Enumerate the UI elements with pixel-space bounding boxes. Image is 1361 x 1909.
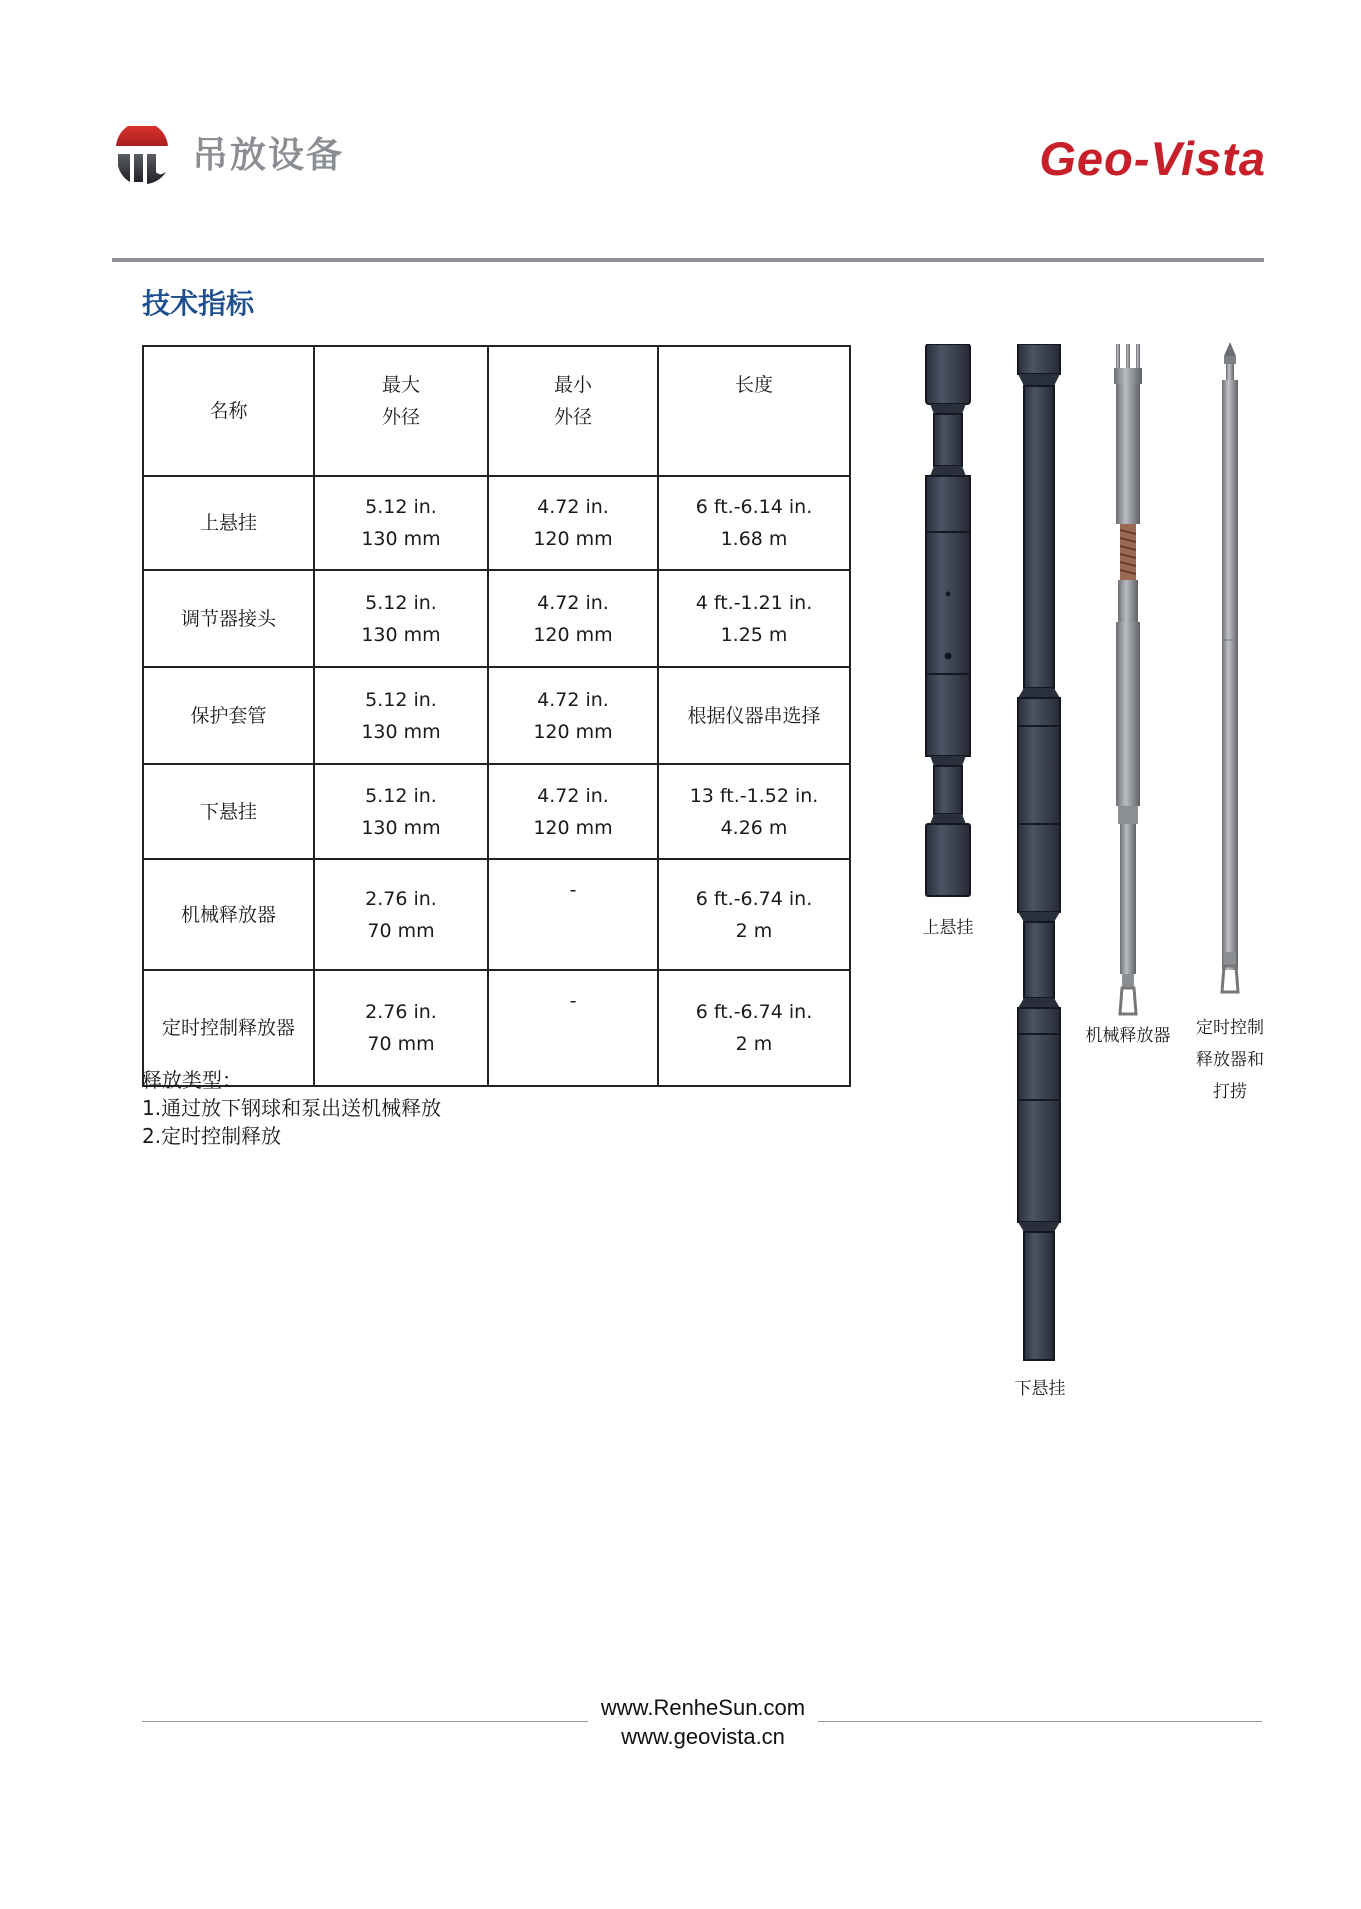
release-type-notes xyxy=(142,1066,441,1150)
cell-text: 4.72 in. xyxy=(537,591,609,614)
cell-text: 1.68 m xyxy=(720,528,788,550)
tl-logo-icon xyxy=(112,126,172,186)
cell-name xyxy=(143,859,314,970)
cell-text: 6 ft.-6.74 in. xyxy=(695,1001,813,1023)
cell-text: 5.12 in. xyxy=(365,591,437,614)
cell-text: 4.26 m xyxy=(720,816,788,839)
cell-text: 70 mm xyxy=(367,919,435,942)
cell-length xyxy=(658,859,850,970)
upper-hanger-image xyxy=(924,344,972,898)
cell-text: 5.12 in. xyxy=(365,688,437,711)
cell-length xyxy=(658,970,850,1086)
table-header-row xyxy=(143,346,850,476)
cell-name xyxy=(143,476,314,570)
table-row xyxy=(143,476,850,570)
header-text: 最小 xyxy=(553,374,592,396)
notes-item: 1.通过放下钢球和泵出送机械释放 xyxy=(142,1096,442,1120)
header-text: 长度 xyxy=(734,374,773,396)
cell-text: 定时控制释放器 xyxy=(161,1017,295,1039)
cell-text: 上悬挂 xyxy=(199,512,257,534)
cell-name xyxy=(143,667,314,764)
cell-text: 13 ft.-1.52 in. xyxy=(689,784,819,807)
section-title: 技术指标 xyxy=(142,287,255,320)
cell-text: 根据仪器串选择 xyxy=(687,704,821,727)
brand-logo: Geo-Vista xyxy=(1039,132,1266,185)
footer-divider-left xyxy=(142,1721,588,1722)
mechanical-release-image xyxy=(1108,342,1148,1022)
table-row xyxy=(143,764,850,859)
cell-text: - xyxy=(569,879,577,901)
cell-text: 6 ft.-6.14 in. xyxy=(695,496,813,518)
table-header-cell xyxy=(143,346,314,476)
cell-text: 5.12 in. xyxy=(365,784,437,807)
cell-length xyxy=(658,667,850,764)
header-divider xyxy=(112,258,1264,262)
cell-text: 130 mm xyxy=(361,623,441,646)
header-text: 外径 xyxy=(553,406,592,428)
cell-text: 2 m xyxy=(735,1033,773,1055)
cell-text: 2 m xyxy=(735,919,773,942)
cell-text: 1.25 m xyxy=(720,623,788,646)
footer-website-link[interactable]: www.RenheSun.com xyxy=(600,1695,806,1720)
table-header-cell xyxy=(658,346,850,476)
cell-text: 下悬挂 xyxy=(199,800,257,823)
cell-text: 120 mm xyxy=(533,528,613,550)
notes-item: 2.定时控制释放 xyxy=(142,1124,282,1148)
timed-release-image xyxy=(1212,340,1248,1000)
lower-hanger-image xyxy=(1016,344,1062,1362)
cell-text: 130 mm xyxy=(361,720,441,743)
header-title: 吊放设备 xyxy=(192,135,345,176)
cell-min xyxy=(488,764,658,859)
cell-length xyxy=(658,764,850,859)
cell-text: 70 mm xyxy=(367,1033,435,1055)
cell-name xyxy=(143,764,314,859)
cell-min xyxy=(488,970,658,1086)
cell-max xyxy=(314,859,488,970)
cell-name xyxy=(143,570,314,667)
cell-text: 2.76 in. xyxy=(365,887,437,910)
cell-length xyxy=(658,570,850,667)
notes-title: 释放类型： xyxy=(142,1068,242,1092)
table-row xyxy=(143,859,850,970)
cell-text: - xyxy=(569,990,577,1012)
lower-hanger-caption: 下悬挂 xyxy=(1014,1379,1066,1399)
spec-table xyxy=(142,345,851,1087)
cell-max xyxy=(314,570,488,667)
cell-text: 5.12 in. xyxy=(365,496,437,518)
cell-min xyxy=(488,476,658,570)
cell-text: 机械释放器 xyxy=(180,903,276,926)
cell-text: 调节器接头 xyxy=(180,607,276,630)
cell-max xyxy=(314,476,488,570)
upper-hanger-caption: 上悬挂 xyxy=(922,918,974,938)
cell-text: 120 mm xyxy=(533,720,613,743)
cell-max xyxy=(314,764,488,859)
caption-line: 打捞 xyxy=(1213,1082,1247,1102)
table-row xyxy=(143,570,850,667)
table-header-cell xyxy=(314,346,488,476)
cell-min xyxy=(488,859,658,970)
cell-text: 130 mm xyxy=(361,528,441,550)
cell-text: 130 mm xyxy=(361,816,441,839)
footer-website-link[interactable]: www.geovista.cn xyxy=(621,1724,785,1749)
cell-text: 2.76 in. xyxy=(365,1001,437,1023)
cell-text: 120 mm xyxy=(533,623,613,646)
cell-text: 4.72 in. xyxy=(537,496,609,518)
cell-text: 6 ft.-6.74 in. xyxy=(695,887,813,910)
cell-text: 保护套管 xyxy=(190,704,267,727)
cell-text: 4 ft.-1.21 in. xyxy=(695,591,813,614)
cell-text: 4.72 in. xyxy=(537,688,609,711)
mechanical-release-caption: 机械释放器 xyxy=(1085,1026,1171,1046)
cell-length xyxy=(658,476,850,570)
timed-release-caption xyxy=(1180,1012,1280,1108)
caption-line: 定时控制 xyxy=(1196,1018,1264,1038)
header-text: 最大 xyxy=(381,374,420,396)
table-row xyxy=(143,667,850,764)
cell-max xyxy=(314,667,488,764)
footer-divider-right xyxy=(818,1721,1262,1722)
header-text: 外径 xyxy=(381,406,420,428)
table-header-cell xyxy=(488,346,658,476)
cell-min xyxy=(488,570,658,667)
cell-text: 4.72 in. xyxy=(537,784,609,807)
cell-text: 120 mm xyxy=(533,816,613,839)
header-text: 名称 xyxy=(209,400,248,422)
cell-min xyxy=(488,667,658,764)
caption-line: 释放器和 xyxy=(1196,1050,1264,1070)
